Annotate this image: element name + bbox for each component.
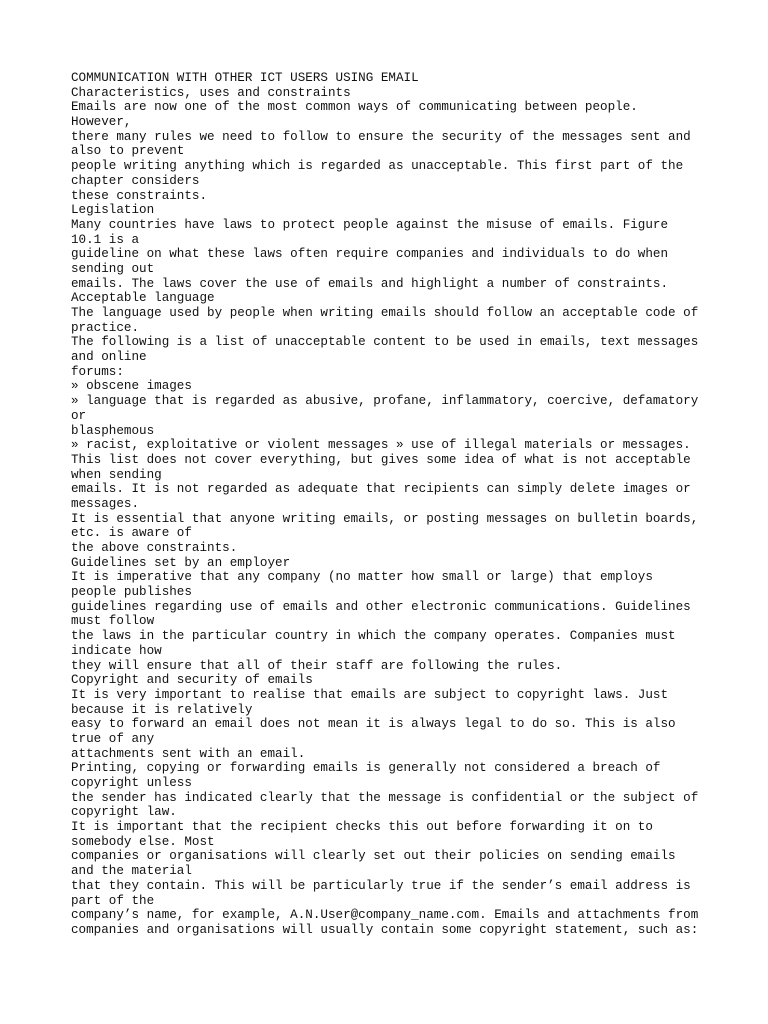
text-line: the laws in the particular country in which the company operates. Companies must (71, 629, 676, 644)
text-line: people publishes (71, 585, 192, 600)
text-line: » language that is regarded as abusive, profane, inflammatory, coercive, defamatory (71, 394, 699, 409)
text-line: sending out (71, 261, 155, 276)
text-line: the above constraints. (71, 541, 238, 555)
text-line: COMMUNICATION WITH OTHER ICT USERS USING EMAIL (71, 71, 419, 85)
text-line: However, (71, 115, 132, 130)
text-line: blasphemous (71, 423, 155, 438)
text-line: guideline on what these laws often require companies and individuals to do when (71, 247, 669, 262)
text-line: true of any (71, 731, 155, 746)
text-line: emails. The laws cover the use of emails and highlight a number of constraints. (71, 276, 669, 291)
text-line: guidelines regarding use of emails and other electronic communications. Guidelines (71, 599, 691, 614)
text-line: because it is relatively (71, 702, 253, 717)
text-line: The following is a list of unacceptable content to be used in emails, text messages (71, 335, 699, 350)
text-line: people writing anything which is regarded as unacceptable. This first part of the (71, 159, 684, 174)
text-line: » racist, exploitative or violent messages » use of illegal materials or messages. (71, 438, 691, 453)
text-line: there many rules we need to follow to ensure the security of the messages sent and (71, 129, 691, 144)
text-line: when sending (71, 467, 162, 482)
text-line: It is essential that anyone writing emails, or posting messages on bulletin boards, (71, 511, 699, 526)
text-line: chapter considers (71, 173, 200, 188)
text-line: etc. is aware of (71, 526, 192, 541)
text-line: the sender has indicated clearly that the message is confidential or the subject of (71, 790, 699, 805)
text-line: these constraints. (71, 188, 208, 203)
text-line: or (71, 408, 87, 423)
text-line: Guidelines set by an employer (71, 555, 291, 570)
text-line: Legislation (71, 203, 155, 218)
text-line: Printing, copying or forwarding emails is generally not considered a breach of (71, 761, 661, 776)
text-line: practice. (71, 320, 140, 335)
text-line: must follow (71, 614, 155, 629)
document-page (71, 71, 751, 938)
text-line: The language used by people when writing emails should follow an acceptable code of (71, 306, 699, 320)
text-line: Many countries have laws to protect people against the misuse of emails. Figure (71, 217, 669, 232)
text-line: messages. (71, 496, 140, 511)
text-line: that they contain. This will be particularly true if the sender’s email address is (71, 878, 691, 893)
text-line: Emails are now one of the most common ways of communicating between people. (71, 100, 638, 115)
text-line: and online (71, 350, 147, 365)
text-line: emails. It is not regarded as adequate that recipients can simply delete images or (71, 482, 691, 497)
text-line: Acceptable language (71, 291, 215, 306)
text-line: companies or organisations will clearly set out their policies on sending emails (71, 849, 676, 864)
text-line: attachments sent with an email. (71, 746, 306, 761)
text-line: copyright unless (71, 776, 192, 790)
text-line: » obscene images (71, 379, 192, 394)
text-line: forums: (71, 364, 124, 379)
text-line: somebody else. Most (71, 834, 215, 849)
text-line: It is imperative that any company (no matter how small or large) that employs (71, 570, 653, 585)
text-line: Characteristics, uses and constraints (71, 85, 351, 100)
text-line: they will ensure that all of their staff are following the rules. (71, 658, 563, 673)
text-line: indicate how (71, 643, 162, 658)
text-line: and the material (71, 864, 192, 879)
text-line: This list does not cover everything, but gives some idea of what is not acceptable (71, 452, 691, 467)
text-line: part of the (71, 893, 155, 908)
text-line: companies and organisations will usually contain some copyright statement, such as: (71, 922, 699, 937)
text-line: also to prevent (71, 144, 185, 159)
text-line: company’s name, for example, A.N.User@company_name.com. Emails and attachments from (71, 908, 699, 923)
text-line: 10.1 is a (71, 232, 140, 247)
text-line: Copyright and security of emails (71, 673, 313, 688)
text-line: easy to forward an email does not mean it is always legal to do so. This is also (71, 717, 676, 732)
text-line: copyright law. (71, 805, 177, 820)
text-line: It is very important to realise that emails are subject to copyright laws. Just (71, 687, 669, 702)
text-line: It is important that the recipient checks this out before forwarding it on to (71, 820, 653, 835)
